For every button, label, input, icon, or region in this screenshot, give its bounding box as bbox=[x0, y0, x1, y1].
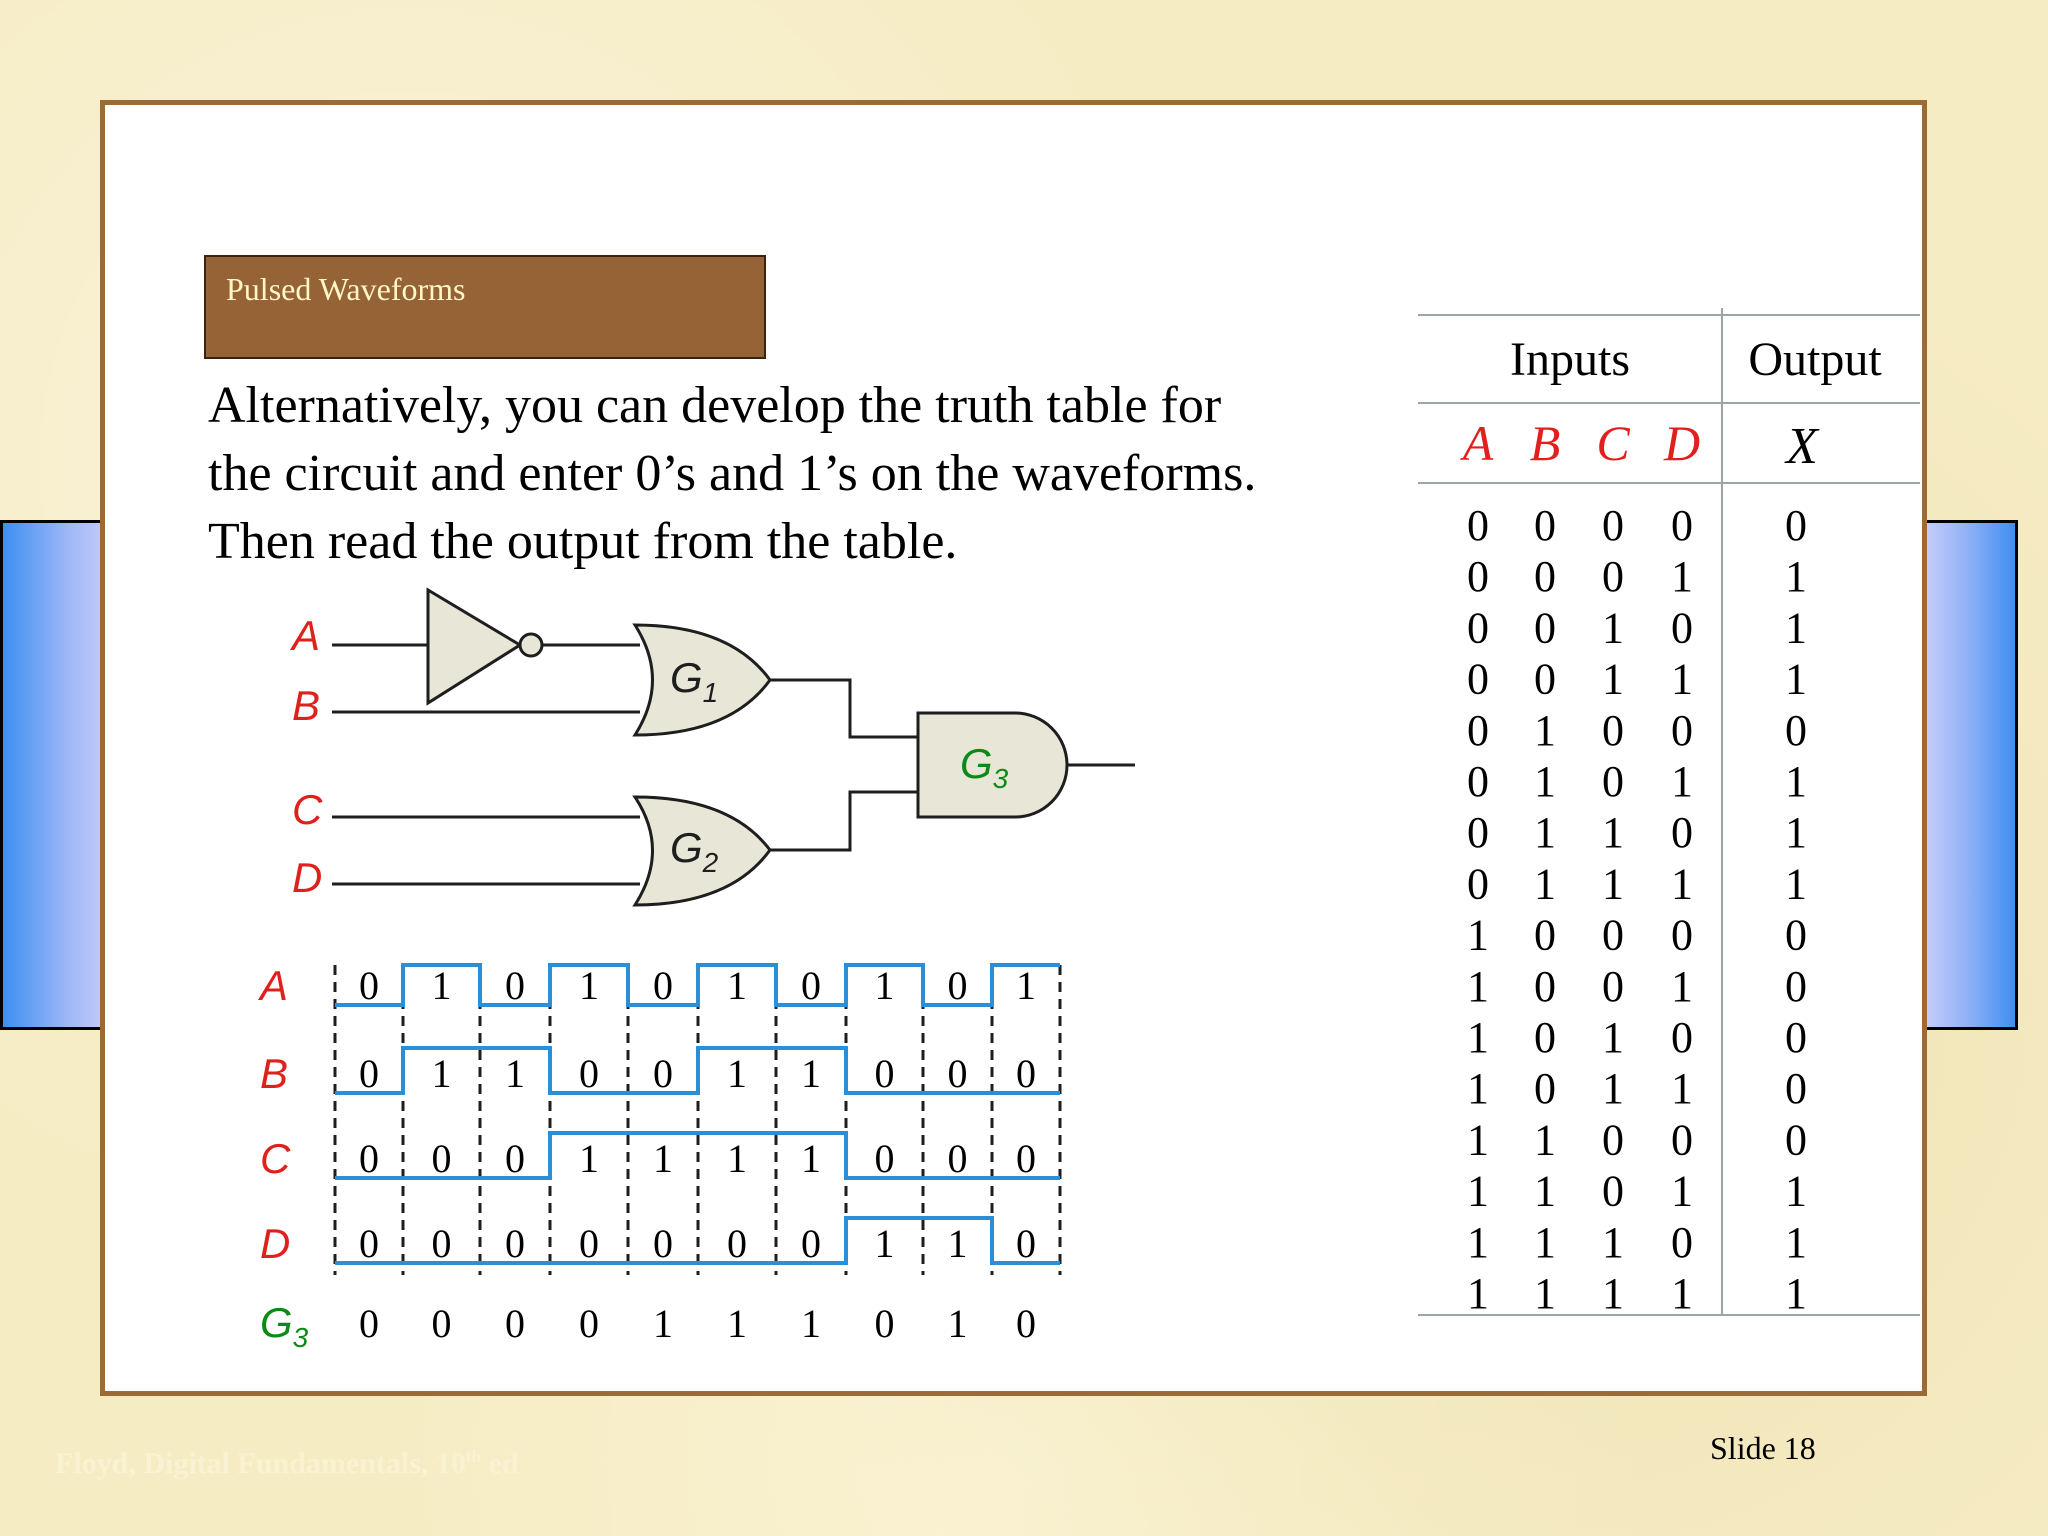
output-bit: 0 bbox=[874, 1301, 895, 1346]
input-cell: 1 bbox=[1467, 910, 1489, 960]
waveform-bit: 0 bbox=[359, 1221, 379, 1266]
input-cell: 0 bbox=[1534, 603, 1556, 653]
truth-table bbox=[1410, 300, 1930, 1320]
input-cell: 1 bbox=[1534, 1217, 1556, 1267]
table-row bbox=[1467, 1269, 1807, 1318]
table-row bbox=[1467, 655, 1807, 704]
gate-label-g1: $G_1$ bbox=[670, 654, 719, 708]
waveform-bit: 0 bbox=[1016, 1136, 1036, 1181]
input-cell: 1 bbox=[1534, 859, 1556, 909]
slide-title: Pulsed Waveforms bbox=[226, 271, 466, 307]
table-row bbox=[1467, 501, 1807, 550]
input-cell: 1 bbox=[1467, 961, 1489, 1011]
waveform-bit: 0 bbox=[653, 1221, 673, 1266]
output-cell: 1 bbox=[1785, 859, 1807, 909]
table-row bbox=[1467, 1167, 1807, 1216]
output-bit: 0 bbox=[505, 1301, 525, 1346]
waveform-bit: 0 bbox=[359, 963, 379, 1008]
input-cell: 0 bbox=[1671, 603, 1693, 653]
output-cell: 1 bbox=[1785, 654, 1807, 704]
output-cell: 1 bbox=[1785, 757, 1807, 806]
table-row bbox=[1467, 911, 1807, 960]
input-cell: 0 bbox=[1467, 552, 1489, 602]
output-cell: 1 bbox=[1785, 552, 1807, 602]
input-cell: 0 bbox=[1467, 603, 1489, 653]
input-cell: 1 bbox=[1671, 1166, 1693, 1216]
table-row bbox=[1467, 1115, 1807, 1164]
input-cell: 1 bbox=[1467, 1064, 1489, 1114]
output-cell: 1 bbox=[1785, 808, 1807, 858]
truth-table-rows bbox=[1467, 501, 1807, 1318]
logic-circuit-diagram bbox=[240, 580, 1140, 920]
input-cell: 1 bbox=[1534, 1115, 1556, 1165]
input-cell: 1 bbox=[1534, 705, 1556, 755]
input-cell: 0 bbox=[1534, 501, 1556, 550]
slide-number: Slide 18 bbox=[1710, 1430, 1816, 1466]
output-bit: 1 bbox=[947, 1301, 968, 1346]
output-bit: 0 bbox=[1016, 1301, 1036, 1346]
input-cell: 1 bbox=[1534, 1166, 1556, 1216]
waveform-bit: 1 bbox=[727, 1051, 747, 1096]
waveform-bit: 1 bbox=[801, 1051, 821, 1096]
input-cell: 1 bbox=[1671, 757, 1693, 806]
table-row bbox=[1467, 1013, 1807, 1062]
waveform-bit: 0 bbox=[431, 1136, 452, 1181]
waveform-bit: 0 bbox=[431, 1221, 452, 1266]
output-bit: 1 bbox=[727, 1301, 747, 1346]
input-cell: 0 bbox=[1602, 1115, 1624, 1165]
input-cell: 0 bbox=[1534, 910, 1556, 960]
input-cell: 0 bbox=[1467, 654, 1489, 704]
input-cell: 1 bbox=[1534, 808, 1556, 858]
column-header-a: A bbox=[1462, 415, 1494, 471]
waveform-label-a: A bbox=[260, 962, 289, 1009]
waveform-bit: 0 bbox=[947, 1136, 968, 1181]
body-line-3: Then read the output from the table. bbox=[208, 513, 958, 570]
left-accent-bar bbox=[0, 520, 116, 1030]
input-cell: 1 bbox=[1602, 808, 1624, 858]
input-cell: 0 bbox=[1534, 654, 1556, 704]
input-cell: 0 bbox=[1467, 705, 1489, 755]
table-row bbox=[1467, 603, 1807, 652]
input-cell: 1 bbox=[1534, 757, 1556, 806]
waveform-bit: 0 bbox=[727, 1221, 747, 1266]
waveform-bit: 1 bbox=[579, 1136, 599, 1181]
input-column-headers bbox=[1460, 415, 1700, 471]
waveform-bit: 1 bbox=[727, 1136, 747, 1181]
input-cell: 1 bbox=[1467, 1217, 1489, 1267]
input-cell: 0 bbox=[1671, 808, 1693, 858]
input-cell: 1 bbox=[1467, 1013, 1489, 1062]
waveform-bit: 1 bbox=[947, 1221, 968, 1266]
output-cell: 0 bbox=[1785, 1115, 1807, 1165]
input-cell: 1 bbox=[1671, 961, 1693, 1011]
input-cell: 1 bbox=[1671, 552, 1693, 602]
table-row bbox=[1467, 1218, 1807, 1267]
input-cell: 1 bbox=[1602, 1064, 1624, 1114]
input-cell: 0 bbox=[1602, 1166, 1624, 1216]
wire-g1-g3 bbox=[770, 680, 918, 737]
waveform-bit: 0 bbox=[505, 1221, 525, 1266]
input-cell: 1 bbox=[1467, 1166, 1489, 1216]
table-row bbox=[1467, 808, 1807, 857]
input-cell: 0 bbox=[1534, 1064, 1556, 1114]
waveform-bit: 0 bbox=[801, 963, 821, 1008]
output-bit: 1 bbox=[653, 1301, 673, 1346]
input-cell: 0 bbox=[1671, 705, 1693, 755]
waveform-bit: 0 bbox=[1016, 1051, 1036, 1096]
waveform-bit: 0 bbox=[359, 1136, 379, 1181]
input-cell: 1 bbox=[1602, 654, 1624, 704]
table-row bbox=[1467, 552, 1807, 601]
input-cell: 0 bbox=[1602, 552, 1624, 602]
column-header-c: C bbox=[1596, 415, 1630, 471]
not-gate bbox=[428, 590, 520, 703]
output-bit: 0 bbox=[431, 1301, 452, 1346]
output-cell: 0 bbox=[1785, 1013, 1807, 1062]
output-cell: 0 bbox=[1785, 1064, 1807, 1114]
input-cell: 0 bbox=[1671, 1115, 1693, 1165]
input-cell: 0 bbox=[1602, 757, 1624, 806]
waveform-bit: 0 bbox=[505, 1136, 525, 1181]
input-cell: 0 bbox=[1602, 961, 1624, 1011]
output-cell: 0 bbox=[1785, 501, 1807, 550]
gate-label-g2: $G_2$ bbox=[670, 824, 719, 878]
waveform-label-c: C bbox=[260, 1135, 291, 1182]
waveform-bit: 0 bbox=[579, 1051, 599, 1096]
input-cell: 0 bbox=[1671, 910, 1693, 960]
input-cell: 0 bbox=[1467, 859, 1489, 909]
output-cell: 0 bbox=[1785, 705, 1807, 755]
input-cell: 1 bbox=[1671, 654, 1693, 704]
waveform-bit: 0 bbox=[947, 1051, 968, 1096]
input-cell: 0 bbox=[1534, 961, 1556, 1011]
waveform-bit: 0 bbox=[359, 1051, 379, 1096]
waveform-signal-labels bbox=[257, 962, 309, 1353]
waveform-label-b: B bbox=[260, 1050, 289, 1097]
right-accent-bar bbox=[1920, 520, 2018, 1030]
waveform-label-g3: $G_3$ bbox=[260, 1299, 309, 1353]
waveform-bit: 0 bbox=[801, 1221, 821, 1266]
output-cell: 0 bbox=[1785, 910, 1807, 960]
body-line-2: the circuit and enter 0’s and 1’s on the waveforms. bbox=[208, 445, 1257, 502]
waveform-bit: 0 bbox=[579, 1221, 599, 1266]
waveform-bit: 0 bbox=[947, 963, 968, 1008]
input-cell: 1 bbox=[1467, 1269, 1489, 1318]
circuit-label-d: D bbox=[292, 854, 323, 901]
gate-label-g3: $G_3$ bbox=[960, 740, 1009, 794]
waveform-lines bbox=[335, 965, 1060, 1263]
circuit-label-c: C bbox=[292, 786, 323, 833]
table-row bbox=[1467, 859, 1807, 908]
input-cell: 0 bbox=[1602, 705, 1624, 755]
slide-title-box bbox=[204, 255, 766, 359]
input-cell: 0 bbox=[1671, 1013, 1693, 1062]
footer-credit: Floyd, Digital Fundamentals, 10th ed bbox=[55, 1447, 519, 1480]
waveform-bit: 0 bbox=[1016, 1221, 1036, 1266]
waveform-bit: 1 bbox=[579, 963, 599, 1008]
wire-g2-g3 bbox=[770, 792, 918, 850]
input-cell: 0 bbox=[1671, 1217, 1693, 1267]
waveform-bit: 1 bbox=[431, 963, 452, 1008]
circuit-label-a: A bbox=[292, 612, 321, 659]
input-cell: 0 bbox=[1671, 501, 1693, 550]
table-row bbox=[1467, 706, 1807, 755]
table-row bbox=[1467, 962, 1807, 1011]
header-inputs: Inputs bbox=[1510, 333, 1630, 386]
waveform-bit: 1 bbox=[505, 1051, 525, 1096]
input-cell: 0 bbox=[1467, 501, 1489, 550]
output-bit: 1 bbox=[801, 1301, 821, 1346]
waveform-bit: 0 bbox=[653, 1051, 673, 1096]
waveform-bit: 1 bbox=[653, 1136, 673, 1181]
waveform-bit: 0 bbox=[505, 963, 525, 1008]
input-cell: 1 bbox=[1671, 1064, 1693, 1114]
output-cell: 0 bbox=[1785, 961, 1807, 1011]
header-output: Output bbox=[1748, 333, 1882, 386]
input-cell: 1 bbox=[1602, 859, 1624, 909]
column-header-d: D bbox=[1663, 415, 1701, 471]
output-cell: 1 bbox=[1785, 1166, 1807, 1216]
output-bit: 0 bbox=[579, 1301, 599, 1346]
output-cell: 1 bbox=[1785, 603, 1807, 653]
waveform-label-d: D bbox=[260, 1220, 291, 1267]
column-header-b: B bbox=[1529, 415, 1561, 471]
output-cell: 1 bbox=[1785, 1269, 1807, 1318]
input-cell: 1 bbox=[1671, 859, 1693, 909]
input-cell: 1 bbox=[1602, 1269, 1624, 1318]
waveform-timing-diagram bbox=[240, 945, 1080, 1365]
input-cell: 1 bbox=[1602, 1217, 1624, 1267]
waveform-bit: 1 bbox=[801, 1136, 821, 1181]
table-row bbox=[1467, 1064, 1807, 1113]
waveform-bit: 1 bbox=[431, 1051, 452, 1096]
input-cell: 0 bbox=[1467, 757, 1489, 806]
input-cell: 1 bbox=[1671, 1269, 1693, 1318]
input-cell: 0 bbox=[1534, 1013, 1556, 1062]
waveform-bit: 0 bbox=[874, 1136, 895, 1181]
circuit-label-b: B bbox=[292, 682, 321, 729]
waveform-bit: 1 bbox=[1016, 963, 1036, 1008]
output-bit: 0 bbox=[359, 1301, 379, 1346]
body-line-1: Alternatively, you can develop the truth table for bbox=[208, 377, 1222, 434]
output-cell: 1 bbox=[1785, 1217, 1807, 1267]
waveform-bit: 1 bbox=[727, 963, 747, 1008]
input-cell: 1 bbox=[1467, 1115, 1489, 1165]
input-cell: 0 bbox=[1534, 552, 1556, 602]
input-cell: 0 bbox=[1602, 910, 1624, 960]
table-row bbox=[1467, 757, 1807, 806]
input-cell: 0 bbox=[1467, 808, 1489, 858]
waveform-bit: 0 bbox=[874, 1051, 895, 1096]
input-cell: 0 bbox=[1602, 501, 1624, 550]
not-bubble bbox=[520, 634, 542, 656]
body-text bbox=[208, 372, 1408, 576]
waveform-bit: 0 bbox=[653, 963, 673, 1008]
waveform-bit: 1 bbox=[874, 1221, 895, 1266]
input-cell: 1 bbox=[1602, 1013, 1624, 1062]
input-cell: 1 bbox=[1602, 603, 1624, 653]
header-x: X bbox=[1786, 418, 1818, 475]
input-cell: 1 bbox=[1534, 1269, 1556, 1318]
waveform-bit: 1 bbox=[874, 963, 895, 1008]
